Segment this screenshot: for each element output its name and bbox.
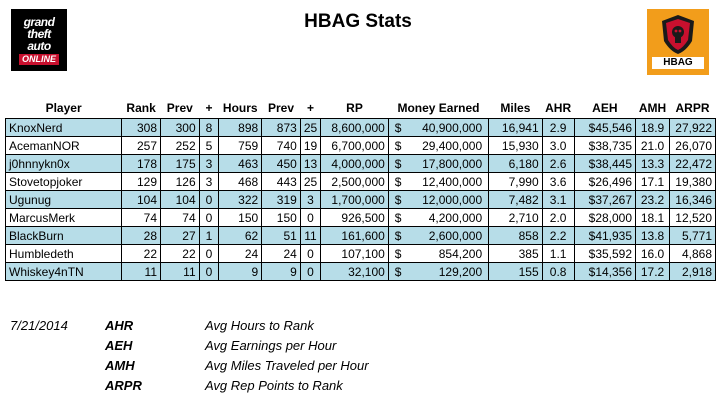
money-value: 12,000,000 [422,192,483,207]
cell-amh: 21.0 [636,137,670,155]
cell-hours: 9 [219,263,262,281]
cell-rp: 1,700,000 [321,191,389,209]
cell-prev: 175 [161,155,200,173]
cell-hours: 463 [219,155,262,173]
cell-aeh: $14,356 [574,263,635,281]
cell-rp: 2,500,000 [321,173,389,191]
cell-hours-plus: 0 [300,209,320,227]
cell-miles: 385 [489,245,542,263]
logo-word-grand: grand [23,14,55,29]
cell-miles: 7,482 [489,191,542,209]
cell-arpr: 2,918 [670,263,716,281]
cell-aeh: $45,546 [574,119,635,137]
cell-hours-prev: 450 [262,155,301,173]
cell-miles: 2,710 [489,209,542,227]
table-row [6,155,716,173]
legend-desc: Avg Earnings per Hour [205,338,337,353]
cell-arpr: 19,380 [670,173,716,191]
page-title: HBAG Stats [304,11,412,32]
cell-player: AcemanNOR [6,137,122,155]
report-date: 7/21/2014 [10,318,68,333]
money-value: 12,400,000 [422,174,483,189]
table-row [6,263,716,281]
cell-prev: 22 [161,245,200,263]
logo-online-badge: ONLINE [19,54,59,65]
cell-hours-plus: 13 [300,155,320,173]
cell-plus: 0 [199,263,219,281]
cell-rank: 129 [122,173,161,191]
table-row [6,227,716,245]
table-row [6,173,716,191]
cell-hours-prev: 740 [262,137,301,155]
money-value: 129,200 [438,264,483,279]
cell-plus: 3 [199,173,219,191]
cell-money [388,191,488,209]
cell-money [388,227,488,245]
cell-money [388,263,488,281]
cell-plus: 0 [199,191,219,209]
table-header-row [6,98,716,119]
cell-ahr: 2.0 [542,209,574,227]
cell-plus: 0 [199,245,219,263]
cell-hours-plus: 3 [300,191,320,209]
currency-symbol: $ [394,228,402,243]
legend-abbr: AEH [105,338,133,353]
cell-hours-prev: 51 [262,227,301,245]
cell-plus: 5 [199,137,219,155]
cell-amh: 17.2 [636,263,670,281]
cell-aeh: $35,592 [574,245,635,263]
table-row [6,245,716,263]
table-row [6,209,716,227]
cell-prev: 252 [161,137,200,155]
cell-hours: 150 [219,209,262,227]
cell-player: Stovetopjoker [6,173,122,191]
header-ahr: AHR [545,101,572,115]
cell-aeh: $38,735 [574,137,635,155]
cell-rank: 257 [122,137,161,155]
currency-symbol: $ [394,156,402,171]
cell-arpr: 27,922 [670,119,716,137]
cell-miles: 15,930 [489,137,542,155]
cell-money [388,209,488,227]
cell-rank: 11 [122,263,161,281]
cell-amh: 16.0 [636,245,670,263]
cell-miles: 16,941 [489,119,542,137]
cell-amh: 13.3 [636,155,670,173]
legend-desc: Avg Hours to Rank [205,318,314,333]
cell-aeh: $26,496 [574,173,635,191]
currency-symbol: $ [394,210,402,225]
money-value: 854,200 [438,246,483,261]
cell-money [388,119,488,137]
cell-arpr: 26,070 [670,137,716,155]
logo-word-theft: theft [27,26,51,41]
table-row [6,191,716,209]
cell-ahr: 0.8 [542,263,574,281]
cell-rp: 926,500 [321,209,389,227]
cell-hours: 24 [219,245,262,263]
cell-hours-prev: 443 [262,173,301,191]
cell-prev: 27 [161,227,200,245]
legend-item [105,378,343,393]
cell-miles: 858 [489,227,542,245]
cell-hours-prev: 873 [262,119,301,137]
cell-rp: 161,600 [321,227,389,245]
cell-amh: 18.9 [636,119,670,137]
cell-player: j0hnnykn0x [6,155,122,173]
header-miles: Miles [500,101,531,115]
cell-miles: 155 [489,263,542,281]
cell-hours-plus: 25 [300,173,320,191]
cell-aeh: $38,445 [574,155,635,173]
cell-player: Ugunug [6,191,122,209]
cell-amh: 13.8 [636,227,670,245]
cell-arpr: 12,520 [670,209,716,227]
cell-miles: 7,990 [489,173,542,191]
header-rp: RP [346,101,363,115]
cell-hours: 898 [219,119,262,137]
cell-aeh: $37,267 [574,191,635,209]
header-hours-plus: + [307,101,315,115]
money-value: 17,800,000 [422,156,483,171]
cell-hours-plus: 19 [300,137,320,155]
cell-rank: 22 [122,245,161,263]
money-value: 40,900,000 [422,120,483,135]
cell-hours-plus: 11 [300,227,320,245]
cell-rp: 4,000,000 [321,155,389,173]
cell-ahr: 3.0 [542,137,574,155]
cell-prev: 300 [161,119,200,137]
cell-miles: 6,180 [489,155,542,173]
cell-aeh: $28,000 [574,209,635,227]
currency-symbol: $ [394,192,402,207]
money-value: 4,200,000 [428,210,483,225]
cell-hours: 62 [219,227,262,245]
cell-plus: 8 [199,119,219,137]
table-row [6,119,716,137]
header-arpr: ARPR [675,101,710,115]
header-prev: Prev [166,101,193,115]
cell-money [388,155,488,173]
currency-symbol: $ [394,120,402,135]
cell-rank: 308 [122,119,161,137]
header-plus: + [205,101,213,115]
cell-hours-prev: 9 [262,263,301,281]
cell-prev: 74 [161,209,200,227]
cell-prev: 104 [161,191,200,209]
cell-rp: 107,100 [321,245,389,263]
cell-player: Whiskey4nTN [6,263,122,281]
cell-rp: 6,700,000 [321,137,389,155]
cell-amh: 23.2 [636,191,670,209]
cell-rp: 8,600,000 [321,119,389,137]
cell-hours-prev: 150 [262,209,301,227]
cell-hours-prev: 319 [262,191,301,209]
header-player: Player [45,101,82,115]
cell-amh: 18.1 [636,209,670,227]
hbag-logo [647,9,709,75]
cell-money [388,245,488,263]
cell-amh: 17.1 [636,173,670,191]
cell-player: BlackBurn [6,227,122,245]
currency-symbol: $ [394,264,402,279]
legend-abbr: AHR [105,318,134,333]
cell-aeh: $41,935 [574,227,635,245]
table-row [6,137,716,155]
cell-ahr: 2.2 [542,227,574,245]
legend-item [105,318,314,333]
cell-plus: 0 [199,209,219,227]
currency-symbol: $ [394,138,402,153]
legend-desc: Avg Miles Traveled per Hour [205,358,369,373]
cell-rank: 178 [122,155,161,173]
header-rank: Rank [126,101,156,115]
legend-desc: Avg Rep Points to Rank [205,378,343,393]
legend-item [105,338,336,353]
cell-prev: 126 [161,173,200,191]
cell-hours: 468 [219,173,262,191]
cell-ahr: 3.6 [542,173,574,191]
cell-player: KnoxNerd [6,119,122,137]
cell-arpr: 22,472 [670,155,716,173]
money-value: 29,400,000 [422,138,483,153]
cell-ahr: 2.6 [542,155,574,173]
cell-arpr: 16,346 [670,191,716,209]
cell-hours-plus: 0 [300,245,320,263]
cell-ahr: 3.1 [542,191,574,209]
cell-plus: 1 [199,227,219,245]
cell-hours-plus: 25 [300,119,320,137]
cell-player: Humbledeth [6,245,122,263]
currency-symbol: $ [394,246,402,261]
cell-money [388,137,488,155]
header-money: Money Earned [397,101,480,115]
cell-arpr: 5,771 [670,227,716,245]
cell-plus: 3 [199,155,219,173]
legend-abbr: AMH [105,358,135,373]
cell-money [388,173,488,191]
cell-hours: 759 [219,137,262,155]
crest-icon [658,13,698,55]
legend-abbr: ARPR [105,378,142,393]
logo-word-auto: auto [27,38,51,53]
money-value: 2,600,000 [428,228,483,243]
cell-rank: 28 [122,227,161,245]
cell-rank: 74 [122,209,161,227]
header-hours-prev: Prev [267,101,295,115]
cell-arpr: 4,868 [670,245,716,263]
hbag-logo-tag: HBAG [652,57,704,69]
cell-hours-prev: 24 [262,245,301,263]
stats-table [5,98,716,281]
cell-hours: 322 [219,191,262,209]
cell-ahr: 1.1 [542,245,574,263]
cell-rank: 104 [122,191,161,209]
header-hours: Hours [222,101,258,115]
cell-hours-plus: 0 [300,263,320,281]
currency-symbol: $ [394,174,402,189]
header-aeh: AEH [592,101,618,115]
cell-prev: 11 [161,263,200,281]
cell-player: MarcusMerk [6,209,122,227]
cell-ahr: 2.9 [542,119,574,137]
legend-item [105,358,369,373]
header-amh: AMH [638,101,667,115]
cell-rp: 32,100 [321,263,389,281]
